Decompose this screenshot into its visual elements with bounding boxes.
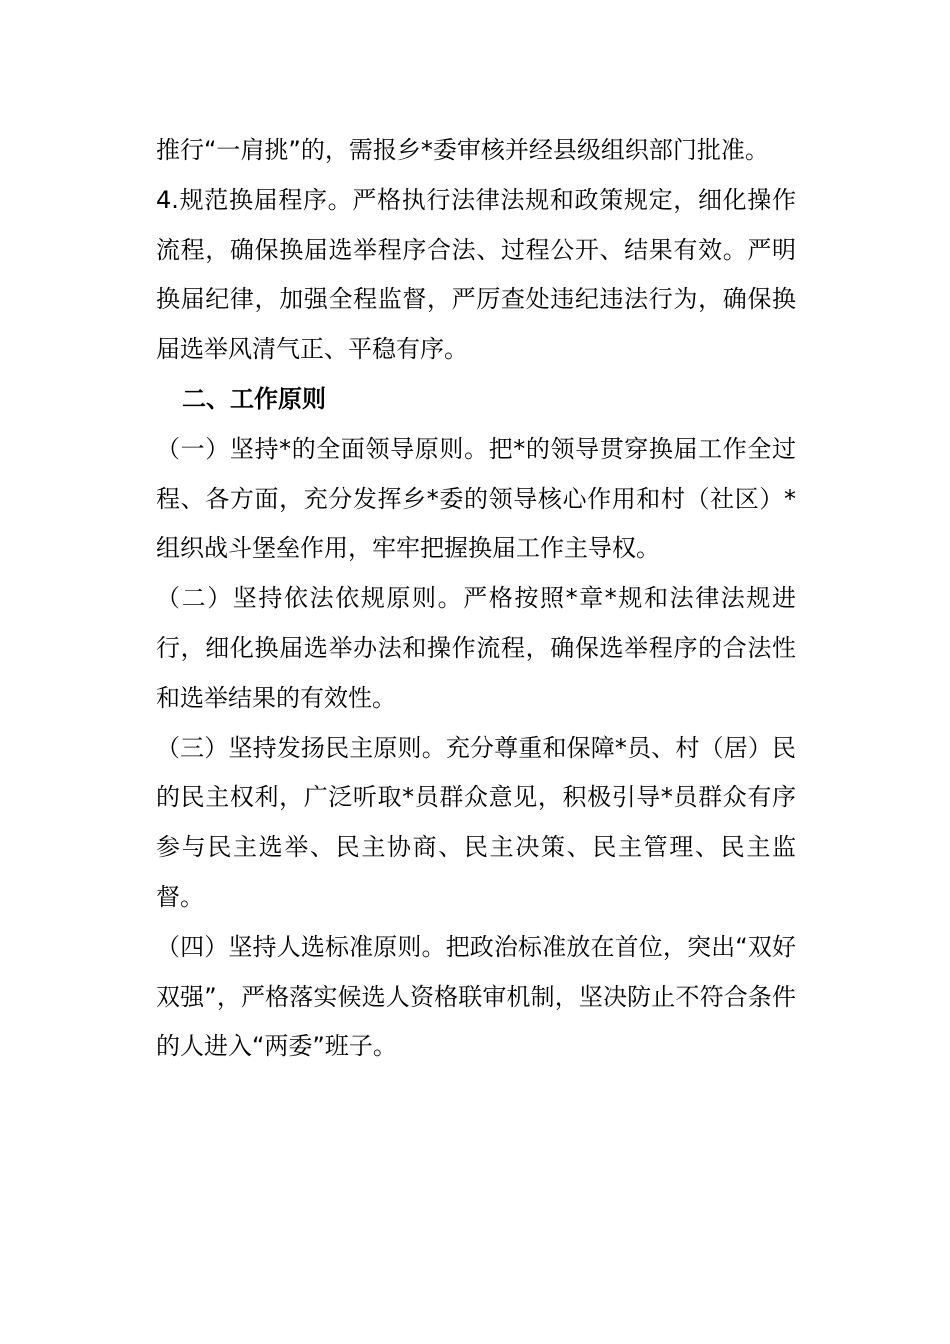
document-body — [156, 126, 796, 1072]
paragraph-continuation: 推行“一肩挑”的，需报乡*委审核并经县级组织部门批准。 — [156, 136, 769, 164]
paragraph-principle-1: （一）坚持*的全面领导原则。把*的领导贯穿换届工作全过程、各方面，充分发挥乡*委的领导核心作用和村（社区）*组织战斗堡垒作用，牢牢把握换届工作主导权。 — [156, 434, 796, 563]
paragraph-election-procedure: 4.规范换届程序。严格执行法律法规和政策规定，细化操作流程，确保换届选举程序合法、过程公开、结果有效。严明换届纪律，加强全程监督，严厉查处违纪违法行为，确保换届选举风清气正、平稳有序。 — [156, 185, 796, 364]
paragraph-principle-3: （三）坚持发扬民主原则。充分尊重和保障*员、村（居）民的民主权利，广泛听取*员群众意见，积极引导*员群众有序参与民主选举、民主协商、民主决策、民主管理、民主监督。 — [156, 733, 796, 911]
section-heading-work-principles: 二、工作原则 — [182, 384, 326, 413]
paragraph-principle-2: （二）坚持依法依规原则。严格按照*章*规和法律法规进行，细化换届选举办法和操作流程，确保选举程序的合法性和选举结果的有效性。 — [156, 584, 796, 712]
paragraph-principle-4: （四）坚持人选标准原则。把政治标准放在首位，突出“双好双强”，严格落实候选人资格联审机制，坚决防止不符合条件的人进入“两委”班子。 — [156, 932, 796, 1061]
